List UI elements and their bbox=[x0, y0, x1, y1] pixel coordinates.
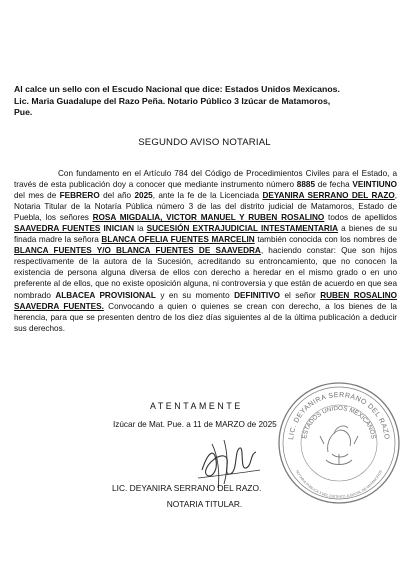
seal-outer-text: LIC. DEYANIRA SERRANO DEL RAZO bbox=[288, 391, 390, 441]
header-line-2: Lic. Maria Guadalupe del Razo Peña. Notario Público 3 Izúcar de Matamoros, bbox=[14, 95, 331, 106]
notary-seal bbox=[276, 380, 402, 506]
seal-bottom-text: NOTARIA PÚBLICA 3 DEL DISTRITO JUDICIAL DE MATAMOROS bbox=[294, 469, 384, 500]
mexican-coat-of-arms-icon bbox=[320, 426, 358, 465]
handwritten-signature bbox=[194, 430, 264, 490]
notice-title: SEGUNDO AVISO NOTARIAL bbox=[138, 137, 271, 148]
signer-name: LIC. DEYANIRA SERRANO DEL RAZO. bbox=[112, 483, 262, 493]
seal-inner-text: ESTADOS UNIDOS MEXICANOS bbox=[301, 404, 377, 440]
notice-paragraph: Con fundamento en el Artículo 784 del Código de Procedimientos Civiles para el Estado, a través de esta publicación doy a conocer que mediante instrumento número 8885 de fecha VEINTIUNO del mes de FEBRERO del año 2025, ante la fe de la Licenciada DEYANIRA SERRANO DEL RAZO, Notaria Titular de la Notaría Pública número 3 de las del distrito judicial de Matamoros, Estado de Puebla, los señores ROSA MIGDALIA, VICTOR MANUEL Y RUBEN ROSALINO todos de apellidos SAAVEDRA FUENTES INICIAN la SUCESIÓN EXTRAJUDICIAL INTESTAMENTARIA a bienes de su finada madre la señora BLANCA OFELIA FUENTES MARCELIN también conocida con los nombres de BLANCA FUENTES Y/O BLANCA FUENTES DE SAAVEDRA, haciendo constar: Que son hijos respectivamente de la autora de la Sucesión, acreditando su entroncamiento, que no conocen la existencia de persona alguna diversa de ellos con derecho a heredar en el mismo grado o en uno preferente al de ellos, que no existe oposición alguna, ni controversia y que están de acuerdo en que sea nombrado ALBACEA PROVISIONAL y en su momento DEFINITIVO el señor RUBEN ROSALINO SAAVEDRA FUENTES. Convocando a quien o quienes se crean con derecho, a los bienes de la herencia, para que se presenten dentro de los diez días siguientes al de la última publicación a deducir sus derechos. bbox=[14, 169, 397, 333]
signer-role: NOTARIA TITULAR. bbox=[166, 499, 243, 509]
header-line-3: Pue. bbox=[14, 107, 33, 118]
closing-atentamente: ATENTAMENTE bbox=[150, 401, 243, 411]
stamp-description bbox=[14, 84, 402, 119]
place-date: Izúcar de Mat. Pue. a 11 de MARZO de 2025 bbox=[113, 420, 277, 429]
notice-body bbox=[14, 168, 397, 334]
header-line-1: Al calce un sello con el Escudo Nacional que dice: Estados Unidos Mexicanos. bbox=[14, 84, 340, 94]
